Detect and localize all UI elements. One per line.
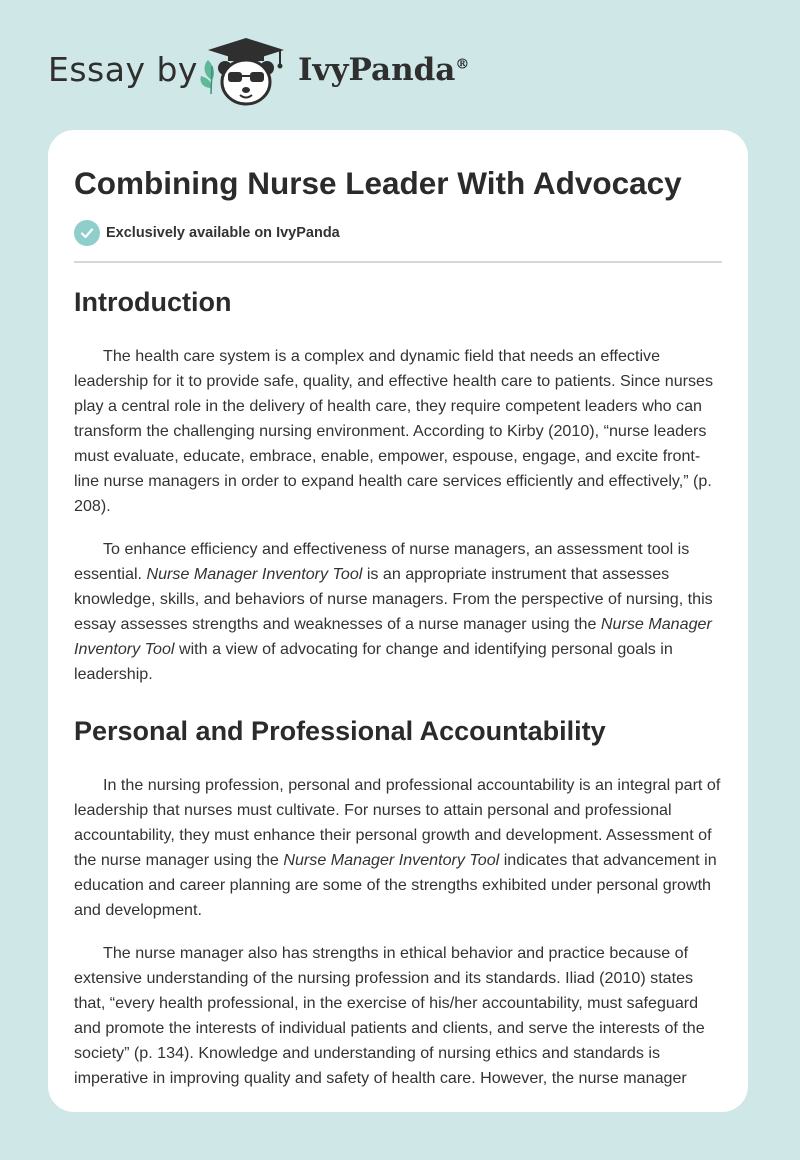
panda-graduate-icon (198, 36, 294, 108)
paragraph: The nurse manager also has strengths in ethical behavior and practice because of extensive understanding of the nursing profession and its standards. Iliad (2010) states that, “every health professional, in the exercise of his/her accountability, must safeguard and promote the interests of individual patients and clients, and serve the interests of the society” (p. 134). Knowledge and understanding of nursing ethics and standards is imperative in improving quality and safety of health care. However, the nurse manager (74, 944, 705, 1087)
paragraph: The health care system is a complex and dynamic field that needs an effective leadership for it to provide safe, quality, and effective health care to patients. Since nurses play a central role in the delivery of health care, they require competent leaders who can transform the challenging nursing environment. According to Kirby (2010), “nurse leaders must evaluate, educate, embrace, enable, empower, espouse, engage, and excite front-line nurse managers in order to expand health care services efficiently and effectively,” (p. 208). (74, 347, 714, 515)
page-title: Combining Nurse Leader With Advocacy (74, 165, 682, 201)
badge-text: Exclusively available on IvyPanda (106, 225, 340, 241)
brand-prefix: Essay by (48, 50, 198, 89)
site-header (0, 0, 800, 130)
heading-introduction: Introduction (74, 287, 232, 317)
divider (74, 261, 722, 263)
essay-body (74, 280, 722, 1091)
exclusive-badge (74, 220, 340, 246)
heading-accountability: Personal and Professional Accountability (74, 716, 606, 746)
brand-name: IvyPanda® (298, 52, 470, 88)
essay-card (48, 130, 748, 1112)
paragraph: To enhance efficiency and effectiveness of nurse managers, an assessment tool is essential. Nurse Manager Inventory Tool is an appropriate instrument that assesses knowledge, skills, and behaviors of nurse managers. From the perspective of nursing, this essay assesses strengths and weaknesses of a nurse manager using the Nurse Manager Inventory Tool with a view of advocating for change and identifying personal goals in leadership. (74, 540, 713, 683)
check-icon (74, 220, 100, 246)
paragraph: In the nursing profession, personal and professional accountability is an integral part of leadership that nurses must cultivate. For nurses to attain personal and professional accountability, they must enhance their personal growth and development. Assessment of the nurse manager using the Nurse Manager Inventory Tool indicates that advancement in education and career planning are some of the strengths exhibited under personal growth and development. (74, 776, 721, 919)
